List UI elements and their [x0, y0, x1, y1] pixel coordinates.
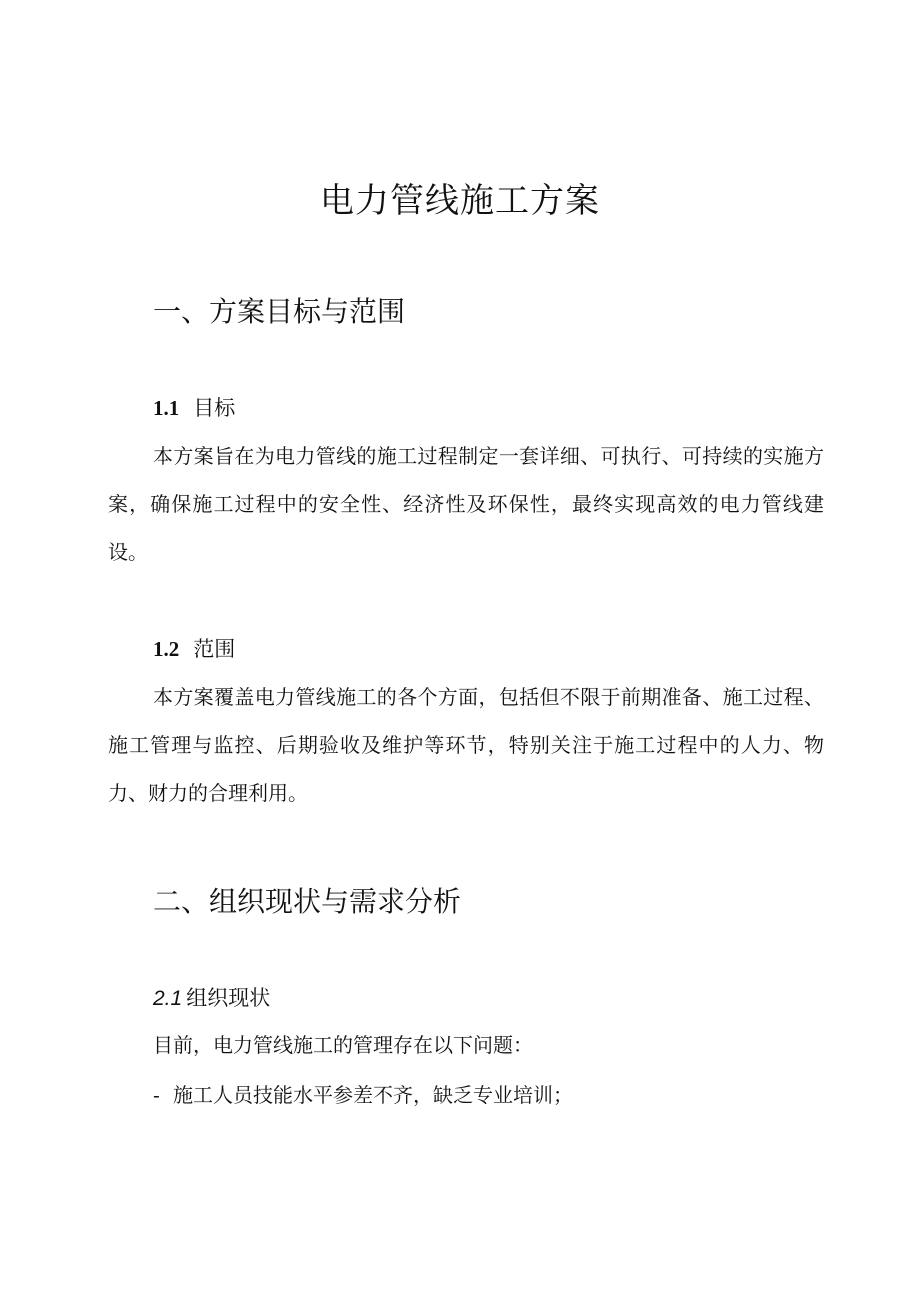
paragraph-status-intro: 目前，电力管线施工的管理存在以下问题：	[153, 1033, 533, 1057]
subsection-number: 2.1	[153, 987, 183, 1010]
section-heading-1: 一、方案目标与范围	[153, 295, 406, 328]
subsection-heading-2-1	[153, 983, 270, 1014]
subsection-number: 1.1	[153, 396, 180, 420]
list-item	[153, 1080, 573, 1110]
paragraph-goal: 本方案旨在为电力管线的施工过程制定一套详细、可执行、可持续的实施方案，确保施工过程中的安全性、经济性及环保性，最终实现高效的电力管线建设。	[108, 444, 824, 564]
subsection-title: 目标	[193, 396, 236, 420]
subsection-title: 范围	[193, 637, 236, 661]
subsection-number: 1.2	[153, 637, 180, 661]
bullet-dash: -	[153, 1083, 160, 1107]
subsection-heading-1-2	[153, 634, 235, 664]
section-heading-2: 二、组织现状与需求分析	[153, 885, 462, 918]
document-title: 电力管线施工方案	[320, 181, 600, 221]
list-item-text: 施工人员技能水平参差不齐，缺乏专业培训；	[173, 1083, 573, 1107]
subsection-heading-1-1	[153, 393, 235, 423]
paragraph-scope: 本方案覆盖电力管线施工的各个方面，包括但不限于前期准备、施工过程、施工管理与监控、后期验收及维护等环节，特别关注于施工过程中的人力、物力、财力的合理利用。	[108, 685, 824, 805]
subsection-title: 组织现状	[186, 986, 271, 1010]
